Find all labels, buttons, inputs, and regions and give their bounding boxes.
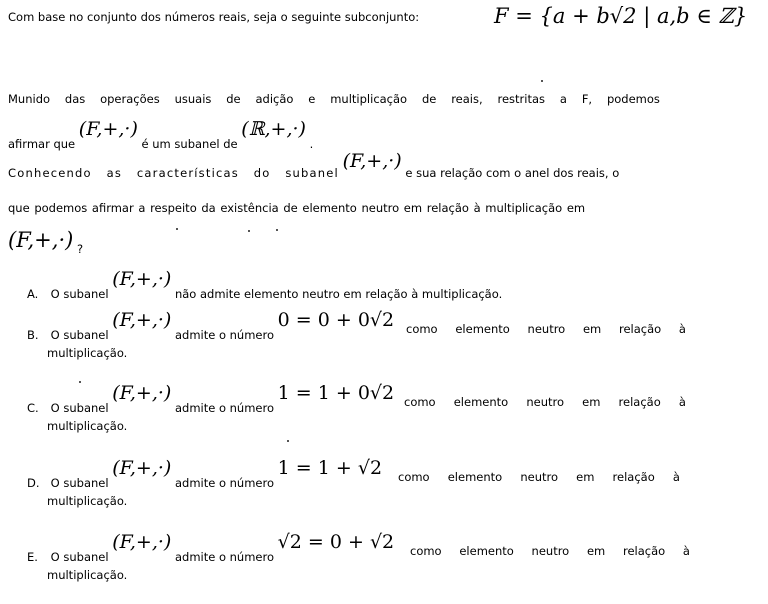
stray-dot	[79, 381, 81, 383]
paragraph-2-line-3	[8, 228, 84, 256]
stray-dot	[248, 230, 250, 232]
option-letter: C.	[27, 401, 39, 415]
option-b[interactable]	[27, 309, 395, 342]
option-d-line-2: multiplicação.	[47, 494, 128, 508]
option-text: não admite elemento neutro em relação à multiplicação.	[174, 287, 503, 301]
option-letter: E.	[27, 550, 38, 564]
stray-dot	[541, 80, 543, 82]
structure-f: (F,+,·)	[112, 268, 172, 290]
option-prefix: O subanel	[50, 550, 109, 564]
stray-dot	[176, 228, 178, 230]
paragraph-2-line-2: que podemos afirmar a respeito da existência de elemento neutro em relação à multiplicação em	[8, 201, 586, 215]
option-text: admite o número	[174, 328, 275, 342]
structure-f: (F,+,·)	[112, 309, 172, 331]
structure-f: (F,+,·)	[112, 531, 172, 553]
option-formula: 1 = 1 + 0√2	[277, 382, 395, 404]
option-prefix: O subanel	[50, 287, 109, 301]
option-e-line-2: multiplicação.	[47, 568, 128, 582]
intro-text: Com base no conjunto dos números reais, seja o seguinte subconjunto:	[8, 10, 420, 24]
option-formula: 1 = 1 + √2	[277, 457, 383, 479]
option-tail-words: como elemento neutro em relação à	[398, 470, 680, 484]
option-text: admite o número	[174, 401, 275, 415]
option-tail-words: como elemento neutro em relação à	[410, 544, 690, 558]
option-tail-words: como elemento neutro em relação à	[406, 322, 686, 336]
structure-f: (F,+,·)	[8, 228, 74, 252]
paragraph-2-line-1	[8, 150, 620, 180]
option-d[interactable]	[27, 457, 383, 490]
option-a[interactable]	[27, 268, 503, 301]
option-prefix: O subanel	[50, 476, 109, 490]
set-definition-formula: F = {a + b√2 | a,b ∈ ℤ}	[494, 4, 748, 28]
option-c[interactable]	[27, 382, 395, 415]
structure-f: (F,+,·)	[78, 118, 138, 140]
text-afirmar-que: afirmar que	[8, 137, 76, 151]
option-tail-words: como elemento neutro em relação à	[404, 395, 686, 409]
option-e-tail	[410, 544, 690, 558]
option-c-line-2: multiplicação.	[47, 419, 128, 433]
paragraph-1-line-1-words: Munido das operações usuais de adição e multiplicação de reais, restritas a F, podemos	[8, 92, 660, 106]
question-mark: ?	[76, 242, 84, 256]
paragraph-1-line-1	[8, 92, 660, 106]
paragraph-1-line-2	[8, 118, 314, 151]
option-c-tail	[404, 395, 686, 409]
option-formula: 0 = 0 + 0√2	[277, 309, 395, 331]
structure-r: (ℝ,+,·)	[241, 118, 306, 140]
stray-dot	[276, 229, 278, 231]
structure-f: (F,+,·)	[342, 150, 402, 172]
period: .	[309, 137, 314, 151]
option-text: admite o número	[174, 550, 275, 564]
structure-f: (F,+,·)	[112, 382, 172, 404]
option-letter: D.	[27, 476, 40, 490]
option-b-tail	[406, 322, 686, 336]
text-sua-relacao: e sua relação com o anel dos reais, o	[405, 166, 620, 180]
stray-dot	[287, 440, 289, 442]
option-letter: B.	[27, 328, 39, 342]
option-e[interactable]	[27, 531, 395, 564]
structure-f: (F,+,·)	[112, 457, 172, 479]
option-letter: A.	[27, 287, 39, 301]
option-text: admite o número	[174, 476, 275, 490]
option-prefix: O subanel	[50, 328, 109, 342]
option-prefix: O subanel	[50, 401, 109, 415]
text-subanel-de: é um subanel de	[141, 137, 238, 151]
option-formula: √2 = 0 + √2	[277, 531, 395, 553]
option-b-line-2: multiplicação.	[47, 346, 128, 360]
text-conhecendo: Conhecendo as características do subanel	[8, 166, 339, 180]
option-d-tail	[398, 470, 680, 484]
